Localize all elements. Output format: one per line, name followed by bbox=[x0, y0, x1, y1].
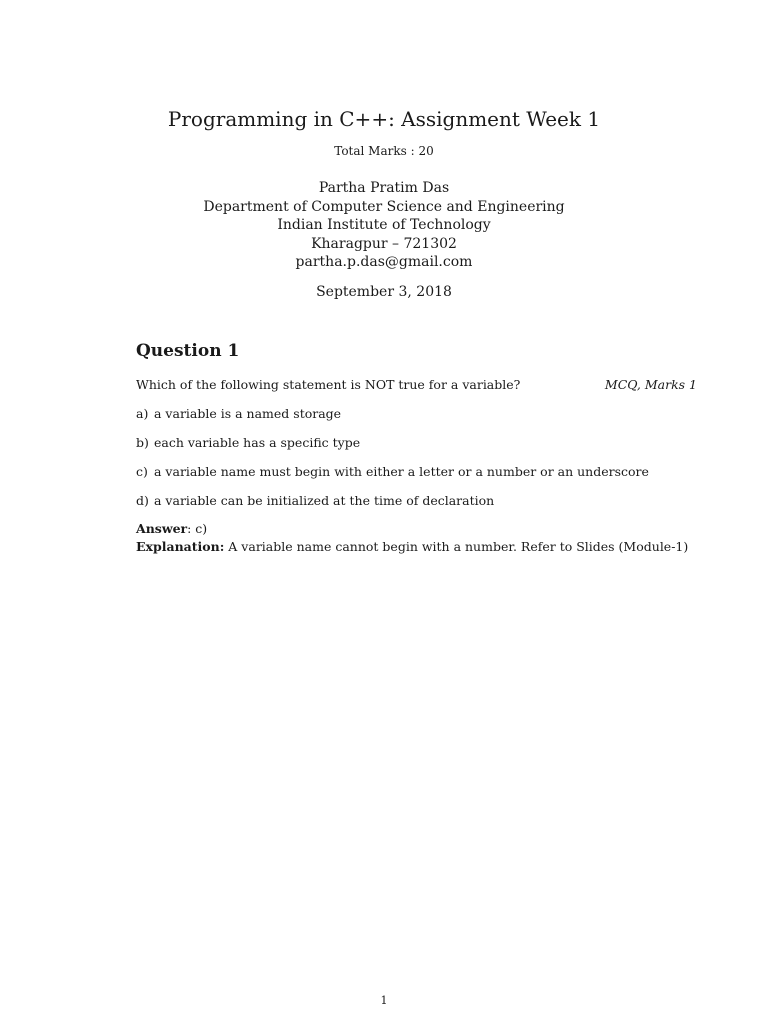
option-text: a variable is a named storage bbox=[154, 406, 342, 421]
page-number: 1 bbox=[380, 994, 388, 1007]
document-title: Programming in C++: Assignment Week 1 bbox=[167, 107, 601, 131]
author-name: Partha Pratim Das bbox=[318, 180, 450, 196]
document-date: September 3, 2018 bbox=[316, 284, 452, 300]
option-text: a variable name must begin with either a letter or a number or an underscore bbox=[154, 464, 649, 479]
author-department: Department of Computer Science and Engineering bbox=[203, 198, 565, 215]
total-marks: Total Marks : 20 bbox=[334, 144, 434, 158]
option-label: d) bbox=[136, 493, 149, 508]
option-a bbox=[136, 405, 341, 423]
answer-line bbox=[136, 520, 207, 538]
explanation-label: Explanation: bbox=[136, 539, 225, 554]
question-text: Which of the following statement is NOT true for a variable? bbox=[136, 377, 521, 392]
option-b bbox=[136, 434, 360, 452]
author-email: partha.p.das@gmail.com bbox=[295, 254, 473, 270]
explanation-line bbox=[136, 538, 688, 556]
answer-value: : c) bbox=[187, 521, 208, 536]
question-heading: Question 1 bbox=[136, 341, 240, 361]
author-institute: Indian Institute of Technology bbox=[277, 217, 491, 233]
explanation-text: A variable name cannot begin with a number. Refer to Slides (Module-1) bbox=[224, 539, 689, 554]
option-d bbox=[136, 492, 494, 510]
answer-label: Answer bbox=[136, 521, 188, 536]
option-c bbox=[136, 463, 649, 481]
option-label: a) bbox=[136, 406, 149, 421]
option-label: b) bbox=[136, 435, 149, 450]
option-text: each variable has a specific type bbox=[154, 435, 361, 450]
question-type: MCQ, Marks 1 bbox=[604, 377, 697, 392]
author-location: Kharagpur – 721302 bbox=[311, 235, 457, 252]
option-label: c) bbox=[136, 464, 148, 479]
option-text: a variable can be initialized at the time of declaration bbox=[154, 493, 495, 508]
author-block bbox=[0, 179, 768, 272]
